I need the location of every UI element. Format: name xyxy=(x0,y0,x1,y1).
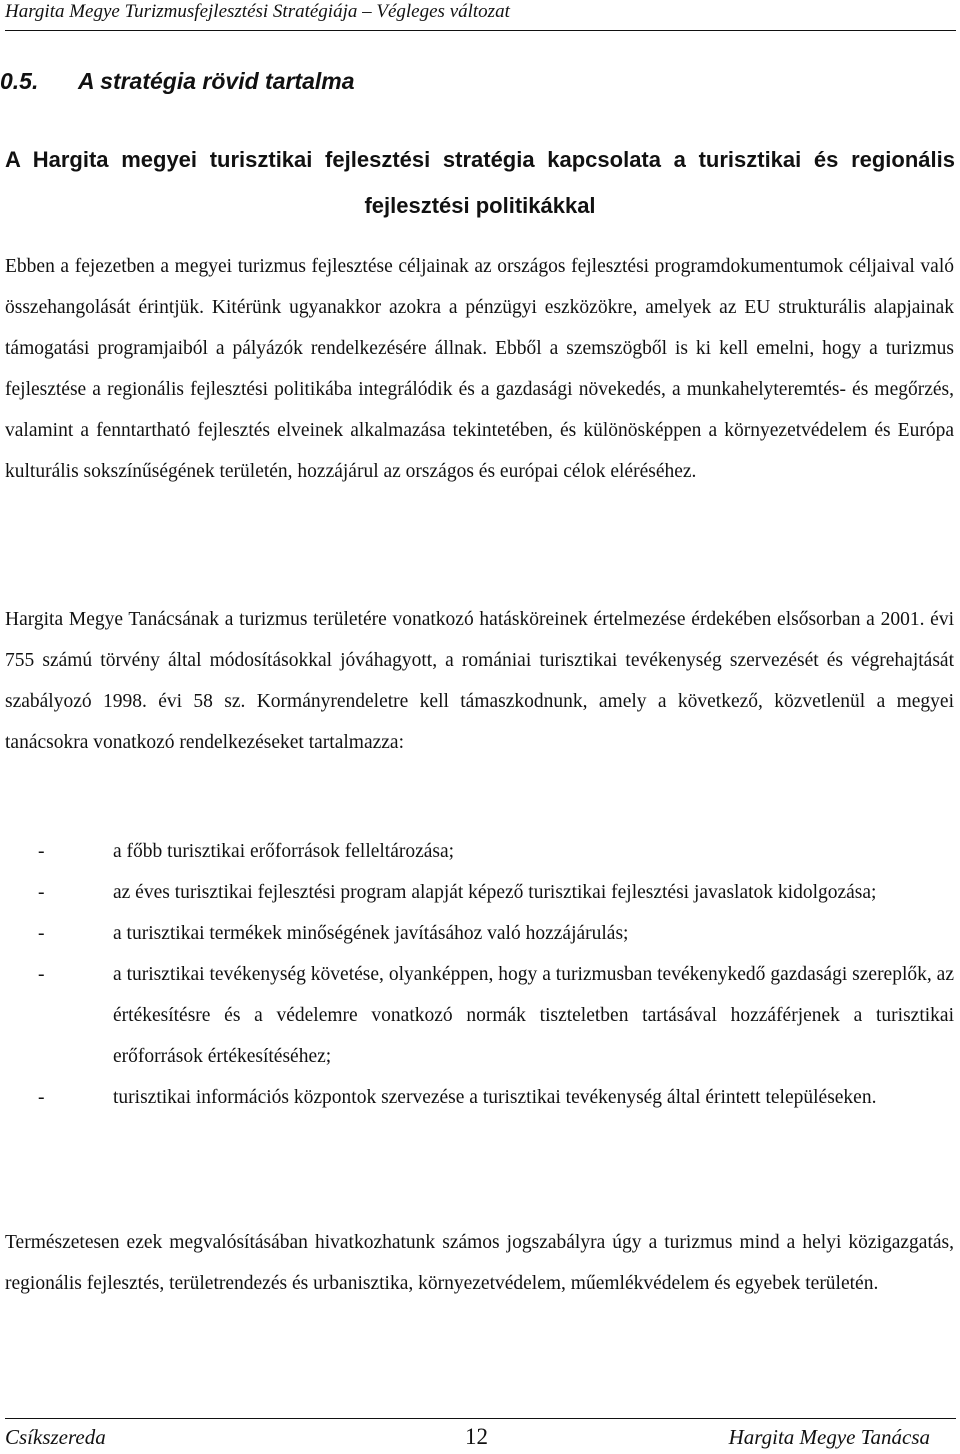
list-item-text: az éves turisztikai fejlesztési program alapját képező turisztikai fejlesztési javaslatok kidolgozása; xyxy=(113,882,877,903)
list-item xyxy=(5,913,954,954)
list-bullet: - xyxy=(38,1087,45,1108)
list-bullet: - xyxy=(38,964,45,985)
footer-divider xyxy=(5,1418,956,1419)
page-number: 12 xyxy=(465,1424,488,1449)
list-item xyxy=(5,1077,954,1118)
list-item-text: a turisztikai tevékenység követése, olyanképpen, hogy a turizmusban tevékenykedő gazdasági szereplők, az értékesítésre és a védelemre vonatkozó normák tiszteletben tartásával hozzáférjenek a turisztikai erőforrások értékesítéséhez; xyxy=(113,964,954,1067)
footer-location: Csíkszereda xyxy=(5,1425,106,1449)
running-header: Hargita Megye Turizmusfejlesztési Stratégiája – Végleges változat xyxy=(5,1,510,22)
section-number: 0.5. xyxy=(0,68,39,94)
subsection-heading: A Hargita megyei turisztikai fejlesztési stratégia kapcsolata a turisztikai és regionális fejlesztési politikákkal xyxy=(5,147,955,218)
paragraph-1: Ebben a fejezetben a megyei turizmus fejlesztése céljainak az országos fejlesztési programdokumentumok céljaival való összehangolását érintjük. Kitérünk ugyanakkor azokra a pénzügyi eszközökre, amelyek az EU strukturális alapjainak támogatási programjaiból a pályázók rendelkezésére állnak. Ebből a szemszögből is ki kell emelni, hogy a turizmus fejlesztése a regionális fejlesztési politikába integrálódik és a gazdasági növekedés, a munkahelyteremtés- és megőrzés, valamint a fenntartható fejlesztés elveinek alkalmazása tekintetében, és különösképpen a környezetvédelem és Európa kulturális sokszínűségének területén, hozzájárul az országos és európai célok eléréséhez. xyxy=(5,256,954,482)
list-item xyxy=(5,831,954,872)
paragraph-2: Hargita Megye Tanácsának a turizmus területére vonatkozó hatásköreinek értelmezése érdekében elsősorban a 2001. évi 755 számú törvény által módosításokkal jóváhagyott, a romániai turisztikai tevékenység szervezését és végrehajtását szabályozó 1998. évi 58 sz. Kormányrendeletre kell támaszkodnunk, amely a következő, közvetlenül a megyei tanácsokra vonatkozó rendelkezéseket tartalmazza: xyxy=(5,609,954,753)
list-bullet: - xyxy=(38,923,45,944)
list-item-text: a főbb turisztikai erőforrások felleltározása; xyxy=(113,841,455,862)
list-bullet: - xyxy=(38,841,45,862)
footer-publisher: Hargita Megye Tanácsa xyxy=(728,1425,930,1449)
list-item-text: a turisztikai termékek minőségének javításához való hozzájárulás; xyxy=(113,923,629,944)
list-item-text: turisztikai információs központok szervezése a turisztikai tevékenység által érintett településeken. xyxy=(113,1087,877,1108)
council-duties-list xyxy=(5,831,954,1118)
header-divider xyxy=(5,30,956,31)
section-title: A stratégia rövid tartalma xyxy=(78,68,355,94)
list-bullet: - xyxy=(38,882,45,903)
section-heading xyxy=(0,66,355,96)
paragraph-3: Természetesen ezek megvalósításában hivatkozhatunk számos jogszabályra úgy a turizmus mind a helyi közigazgatás, regionális fejlesztés, területrendezés és urbanisztika, környezetvédelem, műemlékvédelem és egyebek területén. xyxy=(5,1232,954,1294)
list-item xyxy=(5,954,954,1077)
list-item xyxy=(5,872,954,913)
